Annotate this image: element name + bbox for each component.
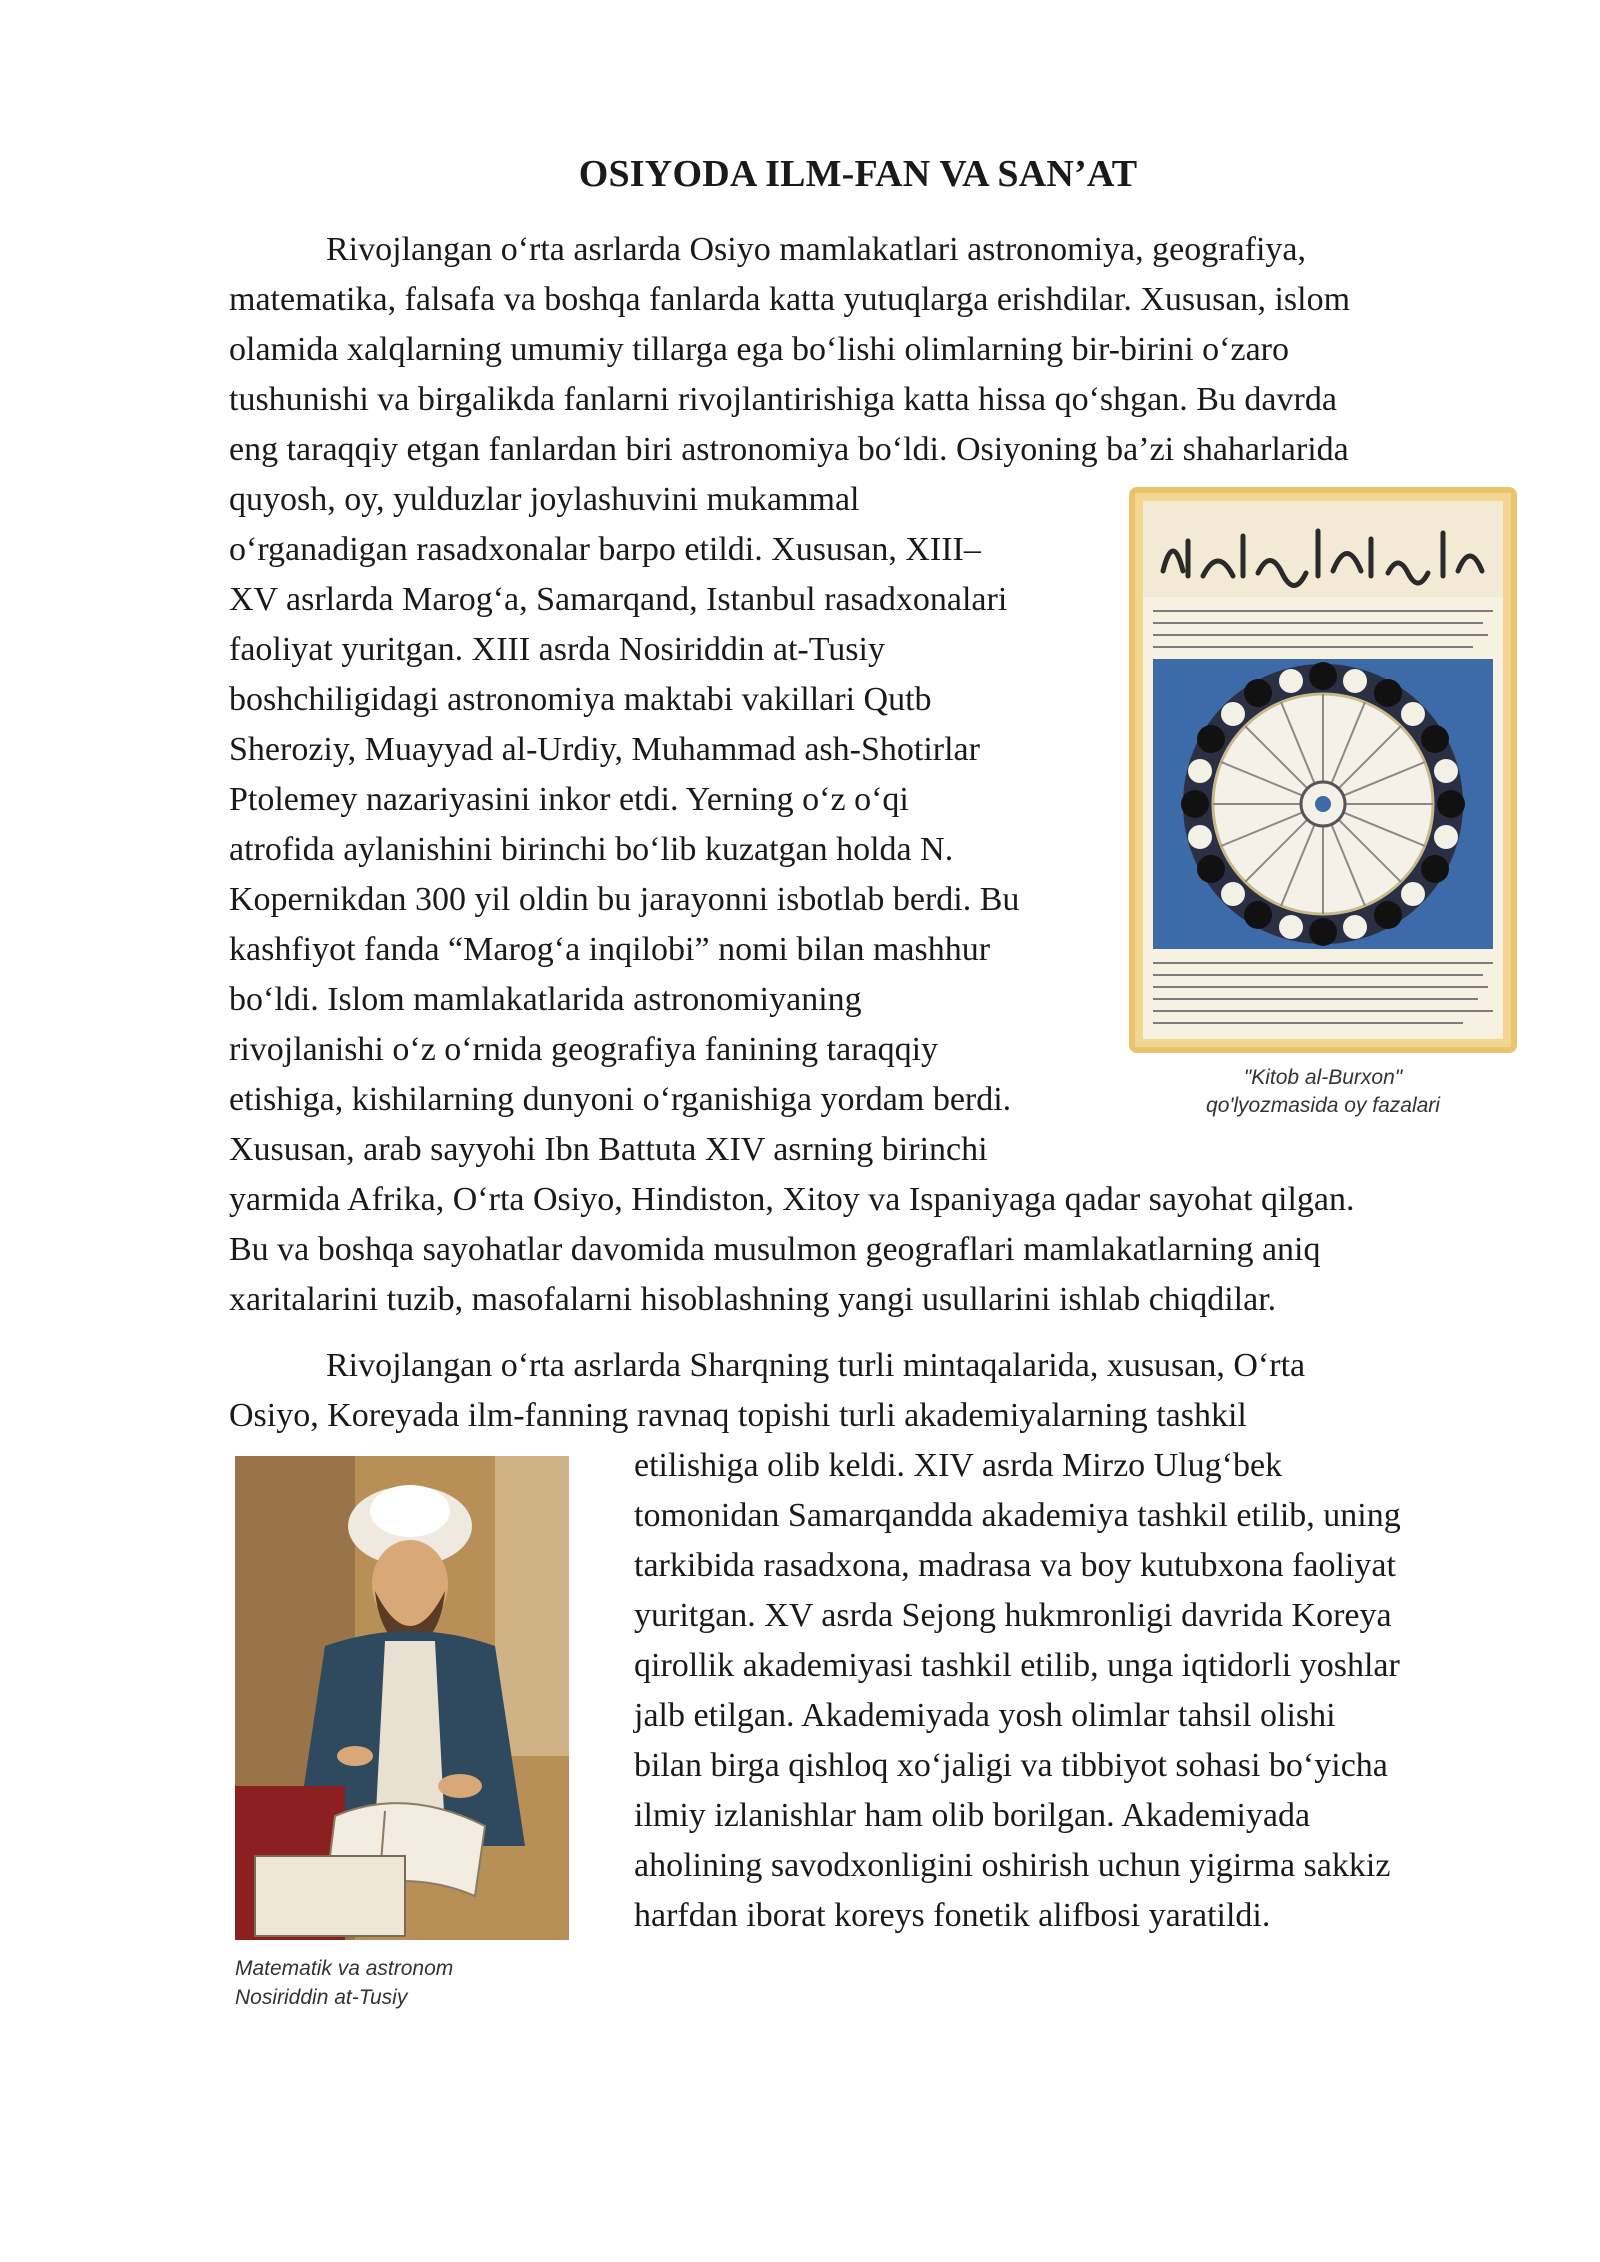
p1-line-2: matematika, falsafa va boshqa fanlarda katta yutuqlarga erishdilar. Xususan, islom (229, 281, 1351, 318)
p1-line-11: Sheroziy, Muayyad al-Urdiy, Muhammad ash-Shotirlar (229, 731, 980, 768)
p2-line-8: jalb etilgan. Akademiyada yosh olimlar tahsil olishi (634, 1697, 1336, 1734)
p1-line-19: Xususan, arab sayyohi Ibn Battuta XIV asrning birinchi (229, 1131, 988, 1168)
p1-line-13: atrofida aylanishini birinchi bo‘lib kuzatgan holda N. (229, 831, 954, 868)
p1-line-4: tushunishi va birgalikda fanlarni rivojlantirishiga katta hissa qo‘shgan. Bu davrda (229, 381, 1337, 418)
caption-line: Matematik va astronom (235, 1957, 454, 1980)
manuscript-caption (1129, 1064, 1517, 1120)
page-title: OSIYODA ILM-FAN VA SAN’AT (578, 153, 1138, 195)
p2-line-3: etilishiga olib keldi. XIV asrda Mirzo Ulug‘bek (634, 1447, 1283, 1484)
p1-line-1: Rivojlangan o‘rta asrlarda Osiyo mamlakatlari astronomiya, geografiya, (326, 231, 1307, 268)
p2-line-12: harfdan iborat koreys fonetik alifbosi yaratildi. (634, 1897, 1271, 1934)
p2-line-5: tarkibida rasadxona, madrasa va boy kutubxona faoliyat (634, 1547, 1396, 1584)
p1-line-8: XV asrlarda Marog‘a, Samarqand, Istanbul rasadxonalari (229, 581, 1008, 618)
manuscript-figure (1129, 487, 1517, 1053)
p1-line-14: Kopernikdan 300 yil oldin bu jarayonni isbotlab berdi. Bu (229, 881, 1020, 918)
p2-line-2: Osiyo, Koreyada ilm-fanning ravnaq topishi turli akademiyalarning tashkil (229, 1397, 1247, 1434)
caption-line: Nosiriddin at-Tusiy (235, 1986, 408, 2009)
p1-line-18: etishiga, kishilarning dunyoni o‘rganishiga yordam berdi. (229, 1081, 1012, 1118)
portrait-figure (235, 1456, 569, 1940)
p2-line-9: bilan birga qishloq xo‘jaligi va tibbiyot sohasi bo‘yicha (634, 1747, 1388, 1784)
p1-line-16: bo‘ldi. Islom mamlakatlarida astronomiyaning (229, 981, 862, 1018)
p1-line-9: faoliyat yuritgan. XIII asrda Nosiriddin at-Tusiy (229, 631, 885, 668)
p2-line-1: Rivojlangan o‘rta asrlarda Sharqning turli mintaqalarida, xususan, O‘rta (326, 1347, 1306, 1384)
caption-line: "Kitob al-Burxon" (1243, 1066, 1403, 1089)
p1-line-22: xaritalarini tuzib, masofalarni hisoblashning yangi usullarini ishlab chiqdilar. (229, 1281, 1277, 1318)
p1-line-5: eng taraqqiy etgan fanlardan biri astronomiya bo‘ldi. Osiyoning ba’zi shaharlarida (229, 431, 1349, 468)
caption-line: qo'lyozmasida oy fazalari (1206, 1094, 1440, 1117)
p1-line-17: rivojlanishi o‘z o‘rnida geografiya fanining taraqqiy (229, 1031, 939, 1068)
p2-line-4: tomonidan Samarqandda akademiya tashkil etilib, uning (634, 1497, 1401, 1534)
p1-line-6: quyosh, oy, yulduzlar joylashuvini mukammal (229, 481, 860, 518)
p2-line-7: qirollik akademiyasi tashkil etilib, unga iqtidorli yoshlar (634, 1647, 1400, 1684)
p1-line-7: o‘rganadigan rasadxonalar barpo etildi. Xususan, XIII– (229, 531, 981, 568)
p1-line-12: Ptolemey nazariyasini inkor etdi. Yerning o‘z o‘qi (229, 781, 909, 818)
scholar-portrait-icon (235, 1456, 569, 1940)
portrait-caption (235, 1954, 595, 2012)
p1-line-20: yarmida Afrika, O‘rta Osiyo, Hindiston, Xitoy va Ispaniyaga qadar sayohat qilgan. (229, 1181, 1355, 1218)
p1-line-3: olamida xalqlarning umumiy tillarga ega bo‘lishi olimlarning bir-birini o‘zaro (229, 331, 1289, 368)
p1-line-10: boshchiligidagi astronomiya maktabi vakillari Qutb (229, 681, 932, 718)
p1-line-15: kashfiyot fanda “Marog‘a inqilobi” nomi bilan mashhur (229, 931, 991, 968)
moon-phases-manuscript-icon (1143, 501, 1503, 1039)
p2-line-6: yuritgan. XV asrda Sejong hukmronligi davrida Koreya (634, 1597, 1392, 1634)
p2-line-10: ilmiy izlanishlar ham olib borilgan. Akademiyada (634, 1797, 1311, 1834)
p2-line-11: aholining savodxonligini oshirish uchun yigirma sakkiz (634, 1847, 1391, 1884)
p1-line-21: Bu va boshqa sayohatlar davomida musulmon geograflari mamlakatlarning aniq (229, 1231, 1321, 1268)
